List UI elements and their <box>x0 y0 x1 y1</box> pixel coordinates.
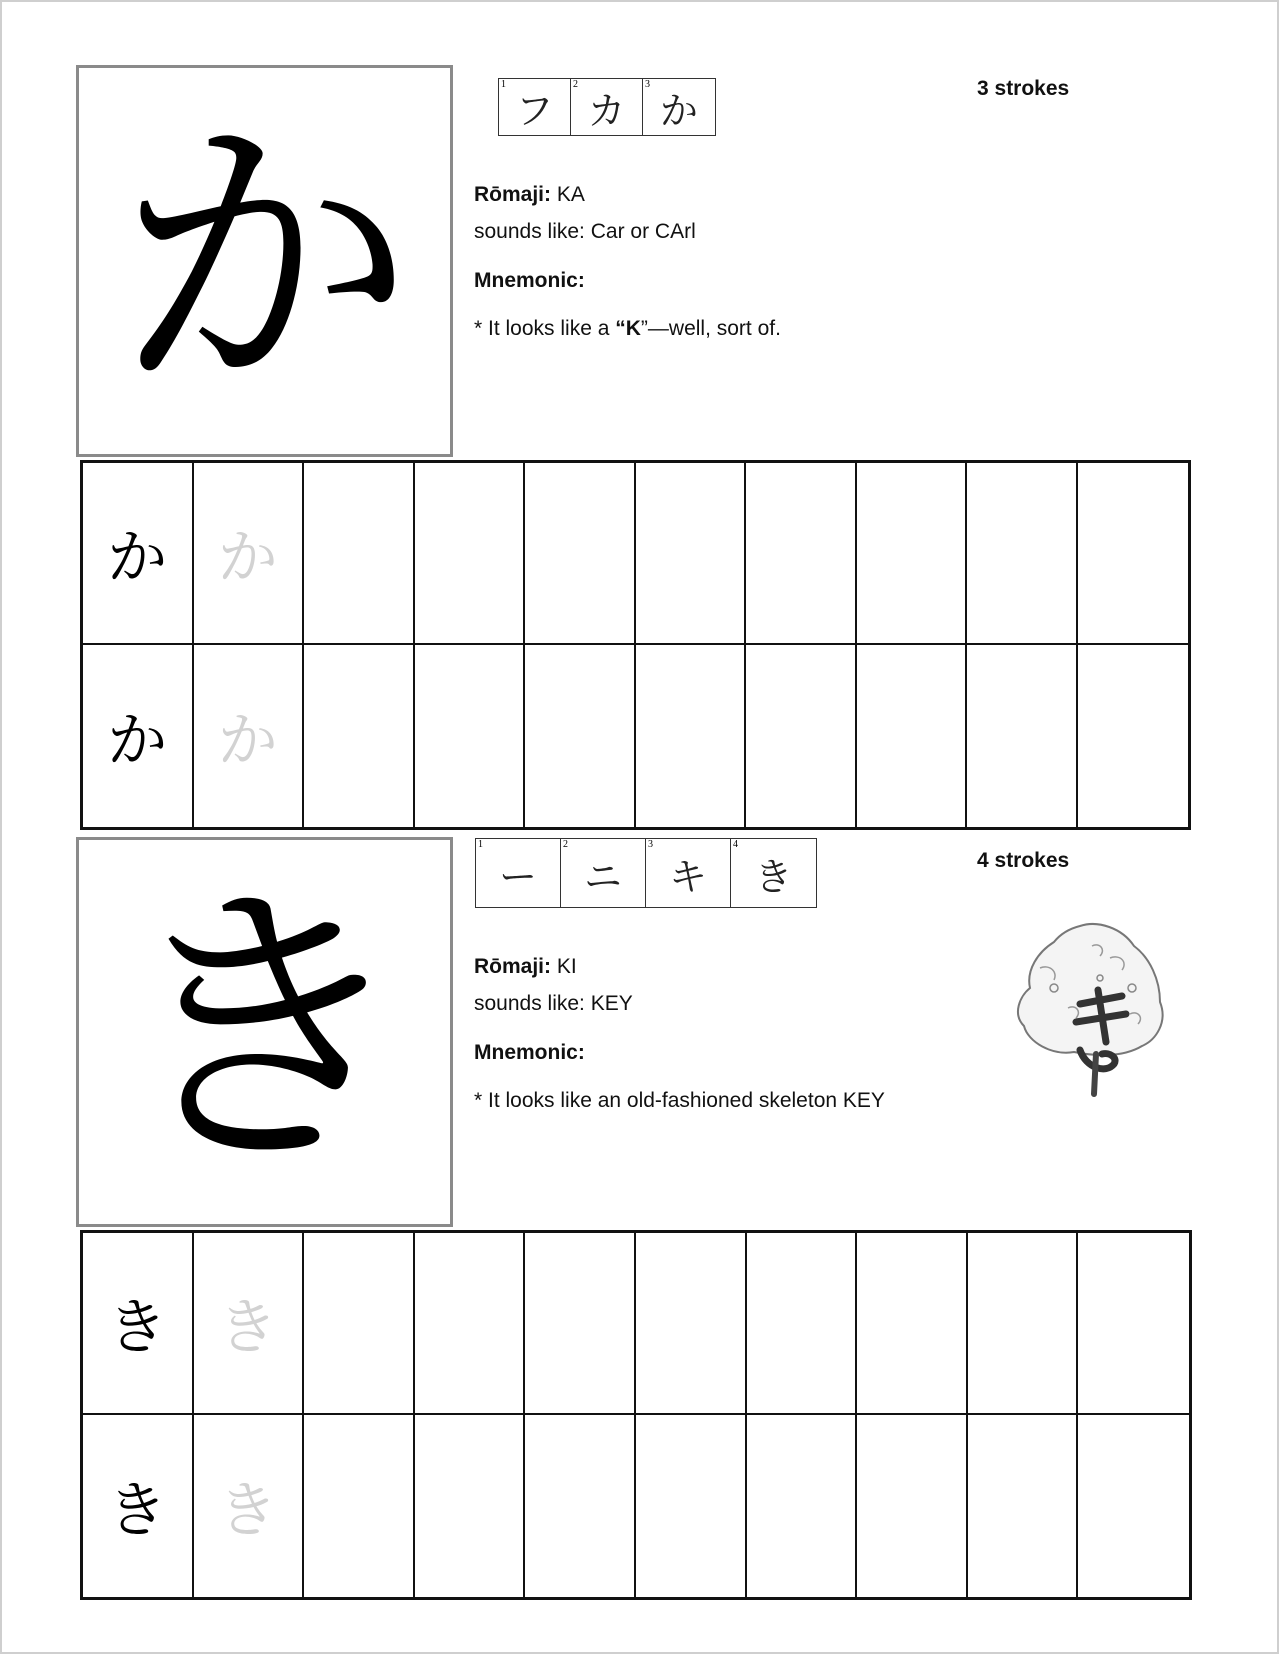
trace-character: か <box>217 523 278 593</box>
practice-cell[interactable] <box>304 463 415 645</box>
stroke-number: 3 <box>648 839 653 850</box>
stroke-glyph: ニ <box>583 854 622 899</box>
practice-cell[interactable] <box>636 645 747 827</box>
romaji-value: KA <box>551 183 585 206</box>
practice-cell[interactable] <box>525 645 636 827</box>
romaji-label: Rōmaji: <box>474 955 552 978</box>
practice-cell[interactable] <box>967 645 1078 827</box>
ka-info <box>474 183 1114 353</box>
ki-info <box>474 955 994 1125</box>
key-tree-illustration <box>1010 918 1170 1108</box>
practice-cell[interactable] <box>968 1415 1079 1597</box>
mnemonic-label <box>474 1041 585 1065</box>
model-character: か <box>107 523 168 593</box>
mnemonic-label-text: Mnemonic: <box>474 269 585 292</box>
ki-stroke-order-strip <box>475 838 817 908</box>
trace-character: か <box>217 706 278 776</box>
practice-cell[interactable] <box>857 463 968 645</box>
stroke-number: 3 <box>645 79 650 90</box>
mnemonic-label-text: Mnemonic: <box>474 1041 585 1064</box>
practice-cell[interactable] <box>857 1233 968 1415</box>
stroke-number: 4 <box>733 839 738 850</box>
mnemonic-suffix: ”—well, sort of. <box>640 317 781 340</box>
practice-cell[interactable] <box>967 463 1078 645</box>
practice-cell[interactable] <box>1078 1233 1189 1415</box>
stroke-step <box>731 839 816 907</box>
stroke-glyph: キ <box>668 854 707 899</box>
practice-cell-model <box>83 645 194 827</box>
ki-practice-grid <box>80 1230 1192 1600</box>
trace-character: き <box>217 1293 278 1363</box>
practice-cell-trace <box>194 1233 305 1415</box>
practice-cell[interactable] <box>636 463 747 645</box>
stroke-step <box>561 839 646 907</box>
stroke-number: 1 <box>501 79 506 90</box>
practice-cell[interactable] <box>525 1415 636 1597</box>
stroke-step <box>646 839 731 907</box>
romaji-line <box>474 955 577 979</box>
stroke-glyph: か <box>659 88 698 133</box>
practice-cell[interactable] <box>968 1233 1079 1415</box>
ka-practice-grid <box>80 460 1191 830</box>
practice-cell[interactable] <box>636 1415 747 1597</box>
model-character: か <box>107 706 168 776</box>
stroke-step <box>476 839 561 907</box>
practice-cell[interactable] <box>746 463 857 645</box>
practice-cell[interactable] <box>525 1233 636 1415</box>
trace-character: き <box>217 1476 278 1546</box>
mnemonic-label <box>474 269 585 293</box>
practice-cell-trace <box>194 1415 305 1597</box>
practice-cell-model <box>83 1233 194 1415</box>
practice-cell[interactable] <box>746 645 857 827</box>
practice-cell[interactable] <box>304 1233 415 1415</box>
stroke-glyph: カ <box>587 88 626 133</box>
ki-stroke-count: 4 strokes <box>977 849 1070 872</box>
stroke-glyph: き <box>754 854 793 899</box>
practice-cell[interactable] <box>747 1415 858 1597</box>
romaji-value: KI <box>551 955 577 978</box>
romaji-label: Rōmaji: <box>474 183 552 206</box>
stroke-step <box>643 79 715 135</box>
practice-cell-model <box>83 463 194 645</box>
practice-cell-model <box>83 1415 194 1597</box>
practice-cell[interactable] <box>525 463 636 645</box>
practice-cell[interactable] <box>1078 463 1189 645</box>
practice-cell[interactable] <box>304 645 415 827</box>
practice-cell[interactable] <box>304 1415 415 1597</box>
stroke-number: 1 <box>478 839 483 850</box>
practice-cell[interactable] <box>415 1415 526 1597</box>
ka-stroke-order-strip <box>498 78 716 136</box>
ka-stroke-count: 3 strokes <box>977 77 1070 100</box>
mnemonic-text <box>474 317 781 341</box>
ki-large-character: き <box>114 857 415 1206</box>
ka-large-character: か <box>114 86 415 435</box>
practice-cell[interactable] <box>415 645 526 827</box>
practice-cell[interactable] <box>415 463 526 645</box>
sounds-like-line: sounds like: Car or CArl <box>474 220 696 243</box>
practice-cell[interactable] <box>415 1233 526 1415</box>
practice-cell[interactable] <box>636 1233 747 1415</box>
practice-cell[interactable] <box>857 645 968 827</box>
stroke-number: 2 <box>573 79 578 90</box>
sounds-like-line: sounds like: KEY <box>474 992 633 1015</box>
stroke-glyph: ー <box>498 854 537 899</box>
practice-cell-trace <box>194 645 305 827</box>
practice-cell[interactable] <box>1078 1415 1189 1597</box>
mnemonic-bold: “K <box>615 317 641 340</box>
stroke-glyph: フ <box>515 88 554 133</box>
practice-cell-trace <box>194 463 305 645</box>
romaji-line <box>474 183 585 207</box>
stroke-number: 2 <box>563 839 568 850</box>
ka-large-character-box <box>76 65 453 457</box>
model-character: き <box>107 1476 168 1546</box>
practice-cell[interactable] <box>747 1233 858 1415</box>
practice-cell[interactable] <box>1078 645 1189 827</box>
ki-large-character-box <box>76 837 453 1227</box>
practice-cell[interactable] <box>857 1415 968 1597</box>
model-character: き <box>107 1293 168 1363</box>
stroke-step <box>499 79 571 135</box>
mnemonic-prefix: * It looks like a <box>474 317 616 340</box>
mnemonic-text: * It looks like an old-fashioned skeleton KEY <box>474 1089 885 1112</box>
stroke-step <box>571 79 643 135</box>
